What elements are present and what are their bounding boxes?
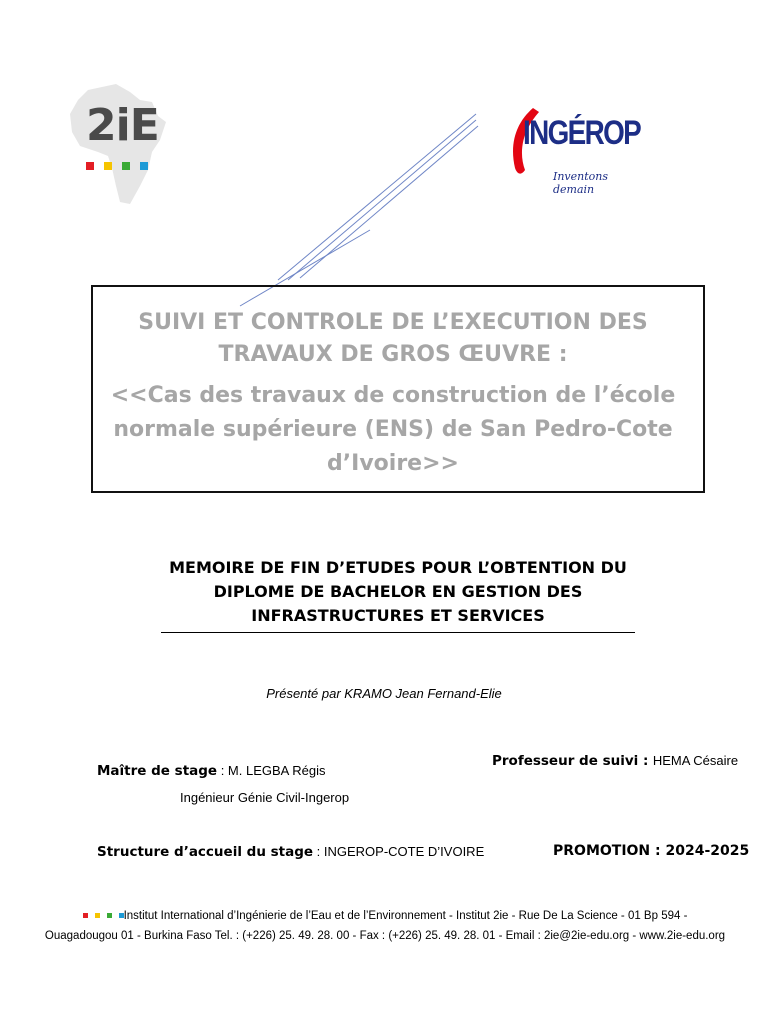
structure-sep: : — [313, 844, 324, 859]
ingerop-name: INGÉROP — [523, 114, 641, 152]
footer-line-2: Ouagadougou 01 - Burkina Faso Tel. : (+226) 25. 49. 28. 00 - Fax : (+226) 25. 49. 28. 01 - Email : 2ie@2ie-edu.org - www.2ie-edu.org — [44, 930, 726, 942]
green-square-icon — [107, 913, 112, 918]
red-square-icon — [86, 162, 94, 170]
maitre-de-stage — [97, 762, 325, 780]
professeur-de-suivi — [492, 752, 738, 770]
structure-accueil — [97, 843, 484, 861]
thesis-title: SUIVI ET CONTROLE DE L’EXECUTION DES TRAVAUX DE GROS ŒUVRE : — [138, 310, 648, 367]
footer — [40, 906, 730, 946]
professeur-value: HEMA Césaire — [652, 753, 739, 768]
red-square-icon — [83, 913, 88, 918]
maitre-value: M. LEGBA Régis — [227, 763, 326, 778]
footer-line-1 — [40, 906, 730, 926]
professeur-label: Professeur de suivi : — [492, 753, 649, 769]
green-square-icon — [122, 162, 130, 170]
yellow-square-icon — [95, 913, 100, 918]
title-box — [91, 285, 705, 493]
footer-address: Institut International d’Ingénierie de l’Eau et de l’Environnement - Institut 2ie - Rue De La Science - 01 Bp 594 - — [123, 910, 688, 922]
structure-label: Structure d’accueil du stage — [97, 844, 314, 860]
ingerop-tagline: Inventons demain — [553, 170, 609, 196]
logo-2ie — [68, 82, 168, 206]
blue-square-icon — [140, 162, 148, 170]
maitre-label: Maître de stage — [97, 763, 218, 779]
maitre-sep: : — [217, 763, 228, 778]
yellow-square-icon — [104, 162, 112, 170]
memoire-heading: MEMOIRE DE FIN D’ETUDES POUR L’OBTENTION DU DIPLOME DE BACHELOR EN GESTION DES INFRASTRUCTURES ET SERVICES — [169, 558, 627, 625]
thesis-subtitle: <<Cas des travaux de construction de l’école normale supérieure (ENS) de San Pedro-Cote d’Ivoire>> — [110, 383, 676, 476]
structure-value: INGEROP-COTE D’IVOIRE — [323, 844, 485, 859]
decorative-diagonal-lines — [230, 110, 490, 310]
maitre-role: Ingénieur Génie Civil-Ingerop — [180, 790, 350, 805]
heading-underline — [161, 632, 635, 633]
logo-2ie-text: 2iE — [86, 100, 159, 151]
presented-by: Présenté par KRAMO Jean Fernand-Elie — [266, 686, 502, 701]
logo-2ie-dots — [86, 162, 148, 170]
promotion: PROMOTION : 2024-2025 — [553, 843, 750, 859]
logo-ingerop — [505, 104, 645, 194]
